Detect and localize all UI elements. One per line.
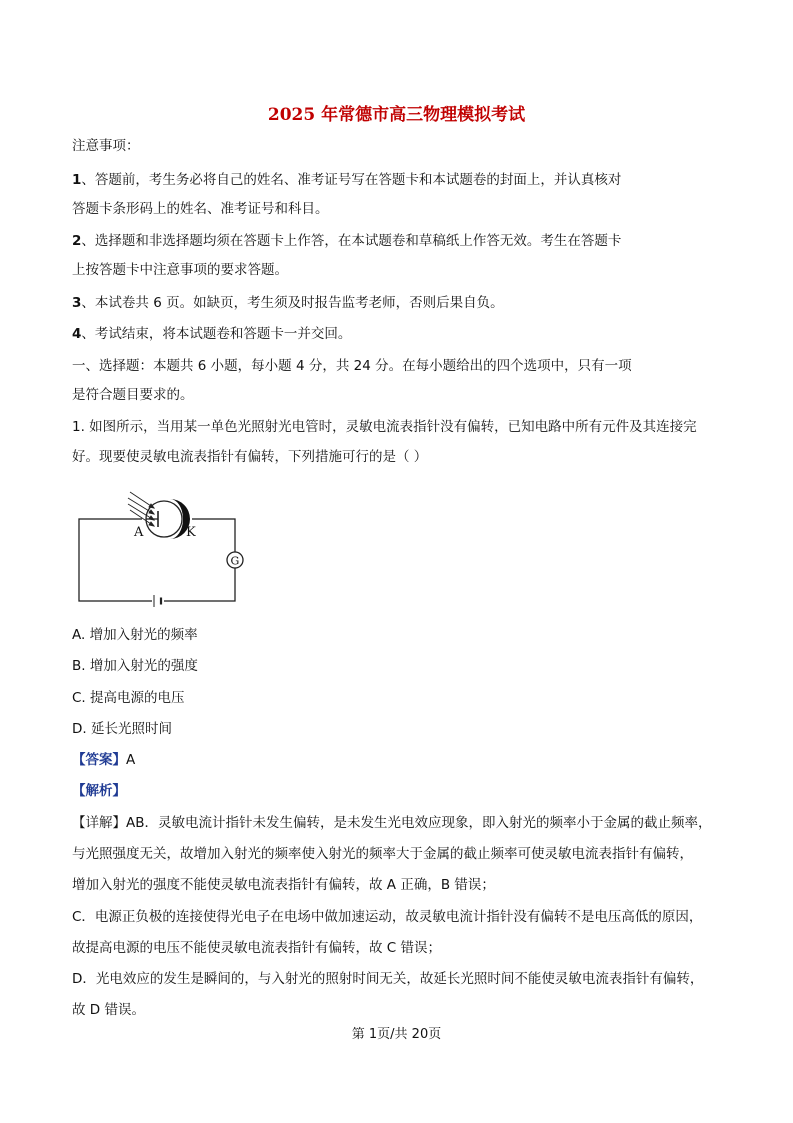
notice-item-text: 、本试卷共 6 页。如缺页，考生须及时报告监考老师，否则后果自负。 <box>81 295 504 311</box>
analysis-text: AB．灵敏电流计指针未发生偏转，是未发生光电效应现象，即入射光的频率小于金属的截止频率， <box>126 815 712 831</box>
notice-item-number: 3 <box>72 295 82 311</box>
analysis-line <box>72 813 712 833</box>
page-footer: 第 1页/共 20页 <box>351 1027 442 1042</box>
section-instructions-cont: 是符合题目要求的。 <box>72 387 194 403</box>
notice-item-number: 2 <box>72 233 82 249</box>
option-c: C. 提高电源的电压 <box>72 690 185 706</box>
notice-item-text: 、答题前，考生务必将自己的姓名、准考证号写在答题卡和本试题卷的封面上，并认真核对 <box>81 172 622 188</box>
option-b: B. 增加入射光的强度 <box>72 658 198 674</box>
question-1-stem: 1. 如图所示，当用某一单色光照射光电管时，灵敏电流表指针没有偏转，已知电路中所有元件及其连接完 <box>72 419 697 435</box>
analysis-tag: 【解析】 <box>72 783 126 799</box>
notice-heading: 注意事项： <box>72 138 140 154</box>
analysis-line: 故 D 错误。 <box>72 1002 145 1018</box>
notice-item-1 <box>72 170 621 190</box>
notice-item-2 <box>72 231 621 251</box>
notice-item-text: 、考试结束，将本试题卷和答题卡一并交回。 <box>81 326 352 342</box>
answer-tag: 【答案】 <box>72 752 126 768</box>
option-a: A. 增加入射光的频率 <box>72 627 198 643</box>
notice-item-1-cont: 答题卡条形码上的姓名、准考证号和科目。 <box>72 201 329 217</box>
section-instructions: 一、选择题：本题共 6 小题，每小题 4 分，共 24 分。在每小题给出的四个选项中，只有一项 <box>72 358 632 374</box>
galvanometer-label: G <box>230 554 240 568</box>
option-d: D. 延长光照时间 <box>72 721 172 737</box>
photocell-circuit-diagram <box>72 484 252 608</box>
notice-item-3 <box>72 293 504 313</box>
anode-label: A <box>134 525 144 540</box>
notice-item-number: 4 <box>72 326 82 342</box>
exam-title: 2025 年常德市高三物理模拟考试 <box>267 105 526 125</box>
cathode-label: K <box>186 525 196 540</box>
notice-item-text: 、选择题和非选择题均须在答题卡上作答，在本试题卷和草稿纸上作答无效。考生在答题卡 <box>81 233 622 249</box>
analysis-line: C．电源正负极的连接使得光电子在电场中做加速运动，故灵敏电流计指针没有偏转不是电压高低的原因， <box>72 909 703 925</box>
question-1-stem-cont: 好。现要使灵敏电流表指针有偏转，下列措施可行的是（ ） <box>72 449 428 465</box>
analysis-line: 与光照强度无关，故增加入射光的频率使入射光的频率大于金属的截止频率可使灵敏电流表指针有偏转， <box>72 846 693 862</box>
analysis-line: D．光电效应的发生是瞬间的，与入射光的照射时间无关，故延长光照时间不能使灵敏电流表指针有偏转， <box>72 971 704 987</box>
answer <box>72 750 135 770</box>
answer-value: A <box>126 752 136 768</box>
detail-tag: 【详解】 <box>72 815 126 831</box>
analysis-line: 故提高电源的电压不能使灵敏电流表指针有偏转，故 C 错误； <box>72 940 442 956</box>
galvanometer <box>227 552 243 568</box>
battery <box>152 595 164 607</box>
notice-item-2-cont: 上按答题卡中注意事项的要求答题。 <box>72 262 288 278</box>
analysis-line: 增加入射光的强度不能使灵敏电流表指针有偏转，故 A 正确，B 错误； <box>72 877 495 893</box>
notice-item-4 <box>72 324 351 344</box>
notice-item-number: 1 <box>72 172 82 188</box>
